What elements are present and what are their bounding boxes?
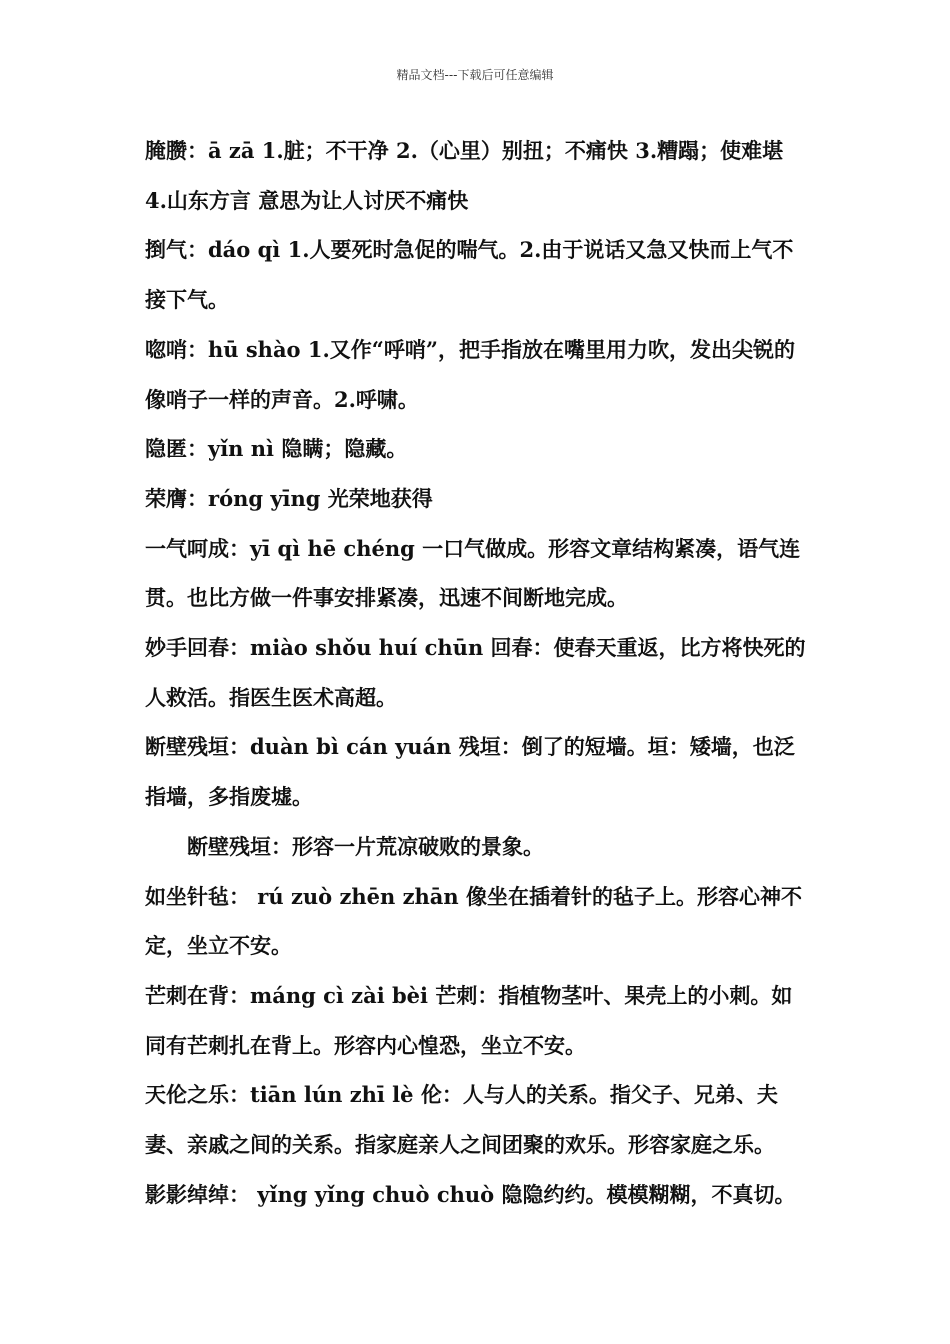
entry-mangcizaibei: 芒刺在背：máng cì zài bèi 芒刺：指植物茎叶、果壳上的小刺。如同有芒刺扎在背上。形容内心惶恐，坐立不安。 xyxy=(145,982,793,1058)
entry-miaoshouhuichun: 妙手回春：miào shǒu huí chūn 回春：使春天重返，比方将快死的人救活。指医生医术高超。 xyxy=(145,635,806,710)
document-body xyxy=(145,126,809,1219)
entry-duanbicanyuan-meaning: 断壁残垣：形容一片荒凉破败的景象。 xyxy=(187,833,544,859)
entry-aza: 腌臜：ā zā 1.脏；不干净 2.（心里）别扭；不痛快 3.糟蹋；使难堪 4.山东方言 意思为让人讨厌不痛快 xyxy=(145,138,784,213)
entry-ruzuozhenzhan: 如坐针毡： rú zuò zhēn zhān 像坐在插着针的毡子上。形容心神不定，坐立不安。 xyxy=(145,883,802,959)
entry-duanbicanyuan: 断壁残垣：duàn bì cán yuán 残垣：倒了的短墙。垣：矮墙，也泛指墙，多指废墟。 xyxy=(145,734,795,810)
page-header: 精品文档---下载后可任意编辑 xyxy=(396,68,554,82)
entry-tianlunzhile: 天伦之乐：tiān lún zhī lè 伦：人与人的关系。指父子、兄弟、夫妻、亲戚之间的关系。指家庭亲人之间团聚的欢乐。形容家庭之乐。 xyxy=(145,1082,778,1158)
entry-rongying: 荣膺：róng yīng 光荣地获得 xyxy=(145,485,433,511)
entry-daoqi: 捯气：dáo qì 1.人要死时急促的喘气。2.由于说话又急又快而上气不接下气。 xyxy=(145,237,794,313)
entry-hushao: 唿哨：hū shào 1.又作“呼哨”，把手指放在嘴里用力吹，发出尖锐的像哨子一样的声音。2.呼啸。 xyxy=(145,336,795,412)
entry-yinni: 隐匿：yǐn nì 隐瞒；隐藏。 xyxy=(145,436,408,462)
entry-yiqihecheng: 一气呵成：yī qì hē chéng 一口气做成。形容文章结构紧凑，语气连贯。也比方做一件事安排紧凑，迅速不间断地完成。 xyxy=(145,535,801,611)
entry-yingyingchuochuo: 影影绰绰： yǐng yǐng chuò chuò 隐隐约约。模模糊糊，不真切。 xyxy=(145,1181,796,1207)
